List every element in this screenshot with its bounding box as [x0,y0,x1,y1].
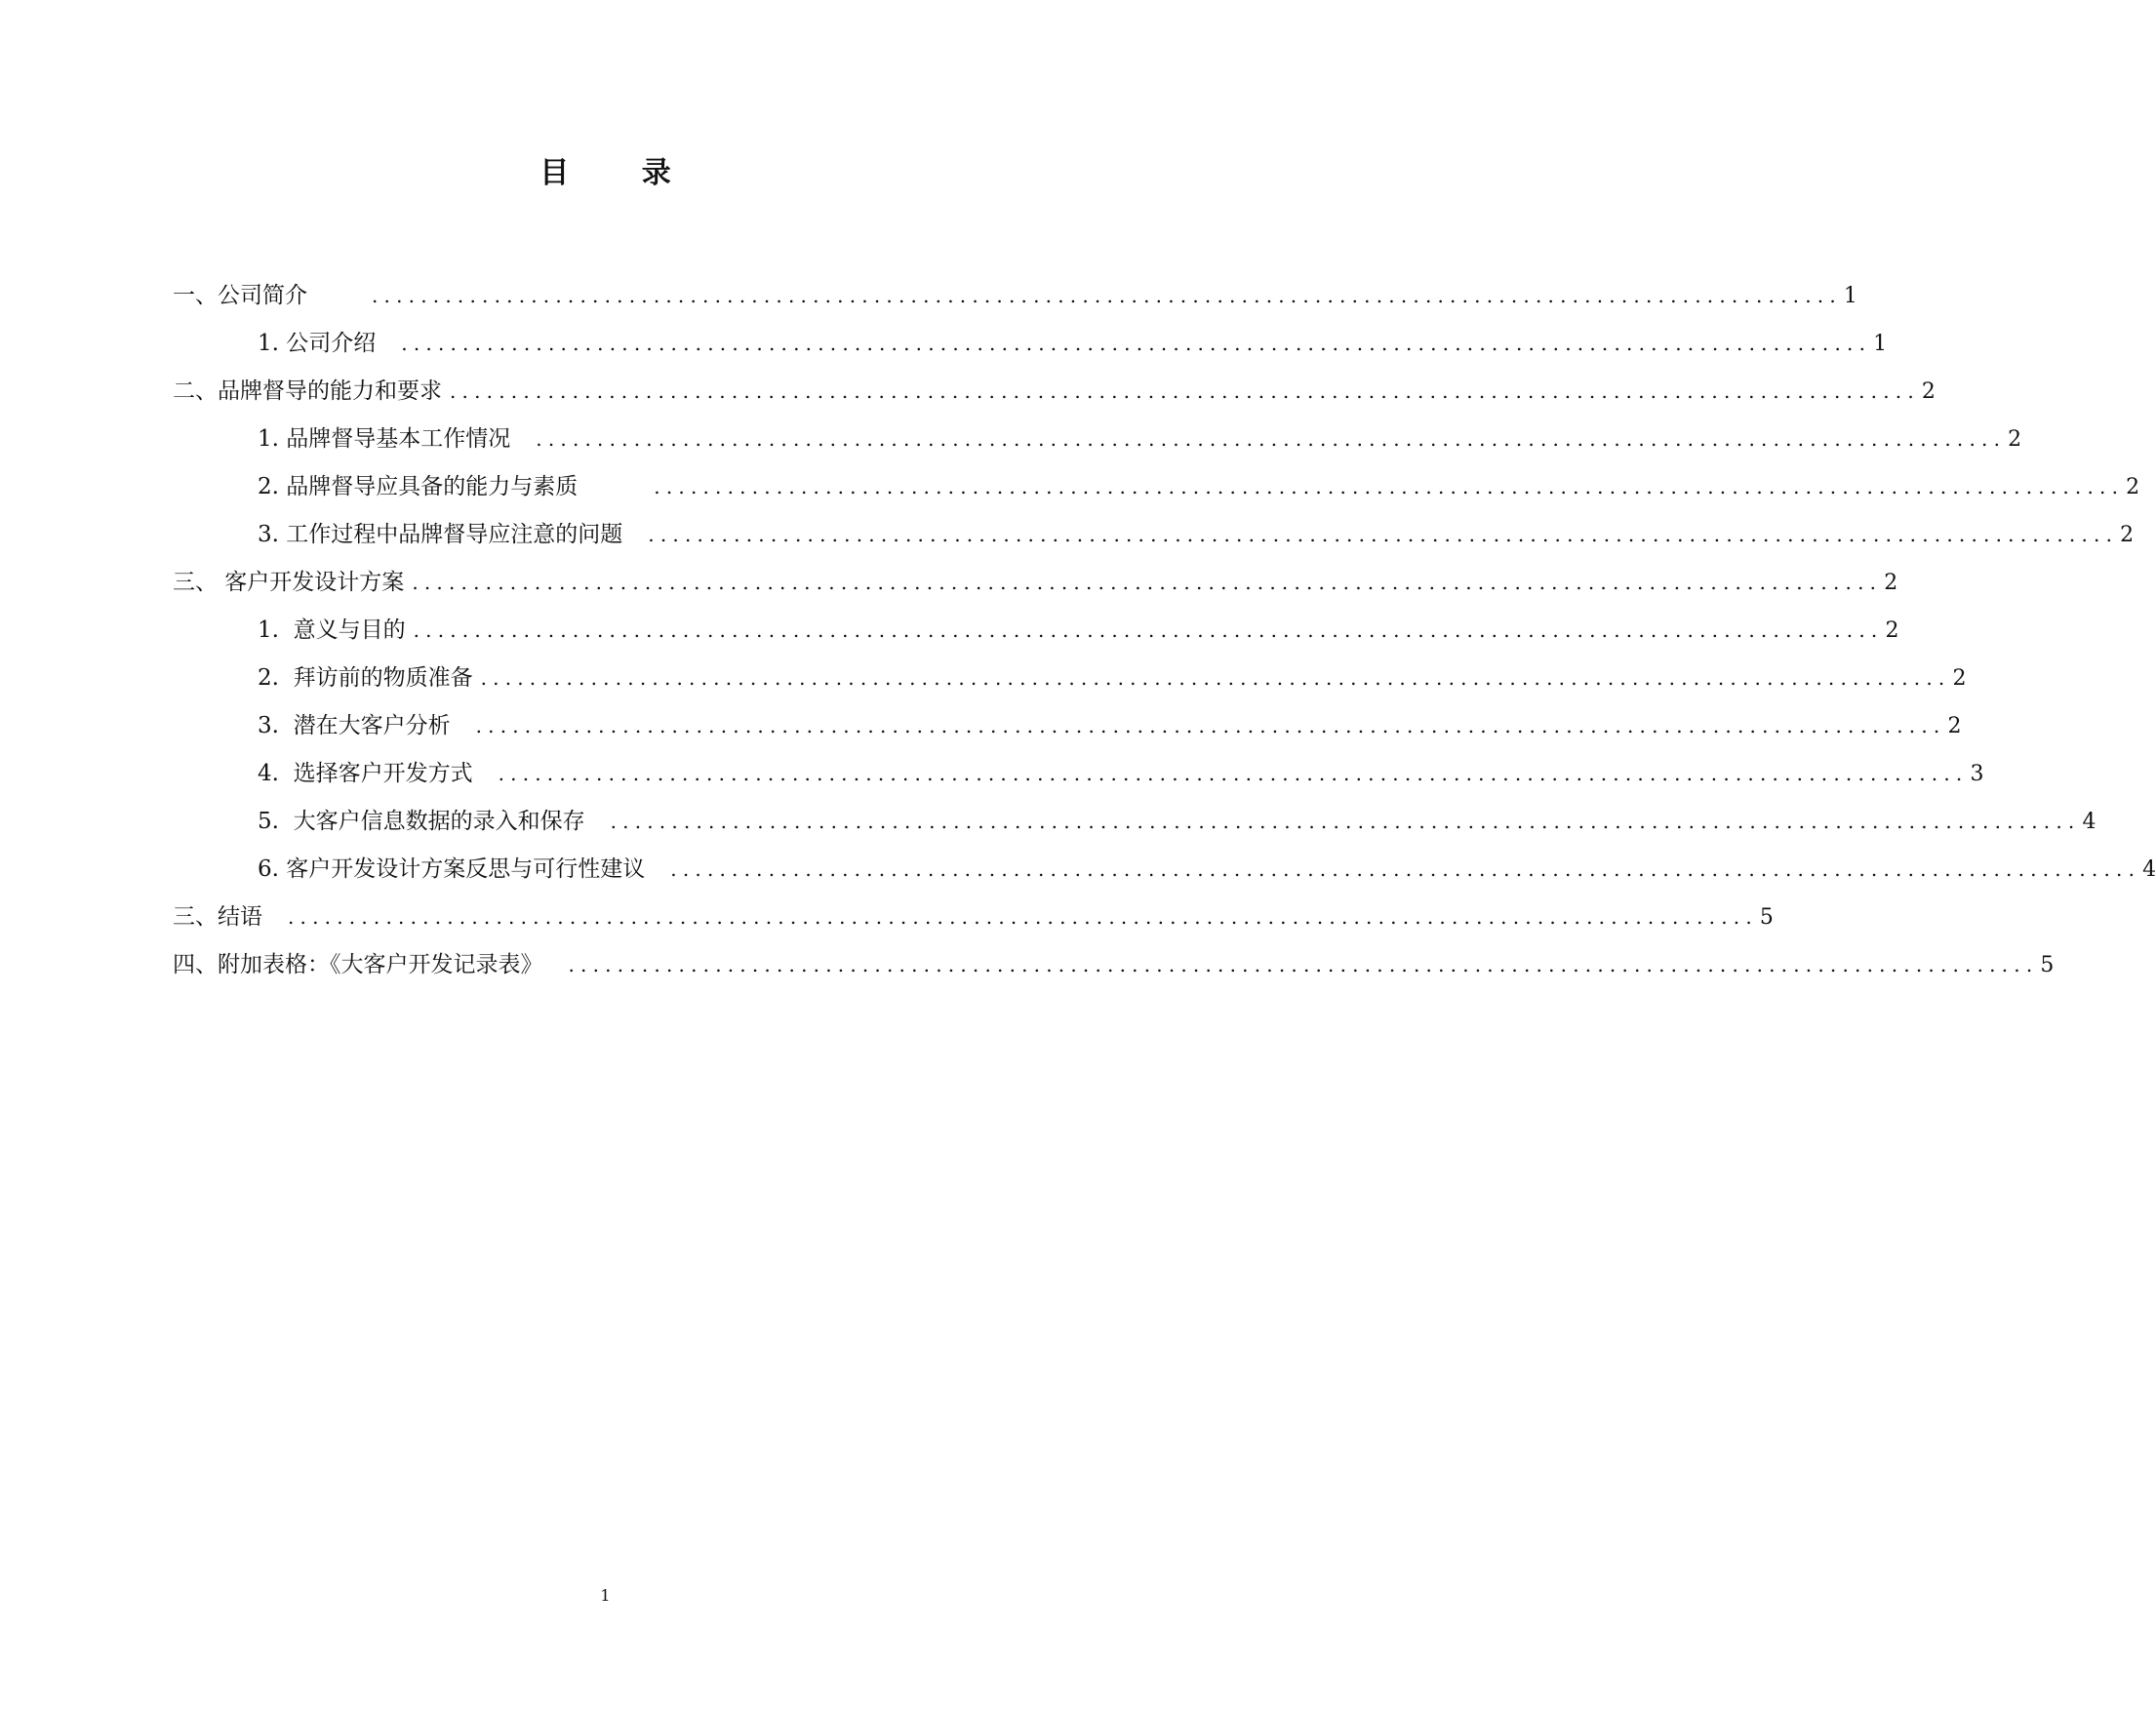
toc-entry-label: 二、品牌督导的能力和要求 [173,378,442,404]
toc-entry[interactable] [173,658,1967,706]
toc-dot-leader: ........................................................................................................................ [480,666,1951,690]
toc-entry[interactable] [173,754,1984,802]
toc-dot-leader: ........................................................................................................................ [648,523,2119,546]
toc-entry[interactable] [173,945,2055,993]
toc-dot-leader: ........................................................................................................................ [413,618,1884,642]
toc-dot-leader: ........................................................................................................................ [536,427,2007,451]
toc-page-number: 5 [1759,905,1774,930]
toc-entry[interactable] [173,515,2135,563]
toc-dot-leader: ........................................................................................................................ [412,571,1883,594]
toc-page-number: 2 [2008,427,2022,452]
toc-dot-leader: ........................................................................................................................ [498,762,1969,785]
toc-entry-label: 3. 潜在大客户分析 [258,713,451,738]
toc-page-number: 4 [2082,810,2096,834]
toc-entry-label: 2. 拜访前的物质准备 [258,665,473,691]
toc-dot-leader: ........................................................................................................................ [450,379,1920,403]
toc-dot-leader: ........................................................................................................................ [568,953,2039,976]
toc-page-number: 2 [1921,379,1936,404]
toc-dot-leader: ........................................................................................................................ [654,475,2125,498]
toc-entry-label: 一、公司简介 [173,283,307,308]
toc-title: 目 录 [539,156,702,190]
toc-entry-label: 三、结语 [173,904,262,930]
toc-entry[interactable] [173,467,2140,515]
toc-page-number: 2 [2126,475,2140,499]
toc-entry-label: 三、 客户开发设计方案 [173,570,405,595]
toc-entry-label: 1. 意义与目的 [258,617,406,643]
toc-dot-leader: ........................................................................................................................ [372,284,1842,307]
toc-page-number: 2 [1885,618,1899,643]
toc-page-number: 1 [1873,332,1888,356]
page-number: 1 [600,1586,611,1605]
toc-dot-leader: ........................................................................................................................ [401,332,1872,355]
toc-page-number: 3 [1970,762,1984,786]
toc-entry[interactable] [173,611,1899,658]
toc-entry[interactable] [173,802,2096,850]
toc-dot-leader: ........................................................................................................................ [670,857,2141,881]
toc-entry-label: 4. 选择客户开发方式 [258,761,473,786]
toc-page-number: 2 [1952,666,1967,691]
toc-entry[interactable] [173,276,1857,324]
toc-entry[interactable] [173,897,1774,945]
toc-dot-leader: ........................................................................................................................ [610,810,2081,833]
toc-entry-label: 四、附加表格：《大客户开发记录表》 [173,952,543,977]
toc-entry-label: 6. 客户开发设计方案反思与可行性建议 [258,856,646,882]
table-of-contents [173,276,2156,993]
toc-dot-leader: ........................................................................................................................ [475,714,1946,737]
toc-dot-leader: ........................................................................................................................ [288,905,1758,929]
toc-page-number: 5 [2040,953,2055,977]
toc-entry[interactable] [173,419,2022,467]
toc-page-number: 2 [1884,571,1898,595]
toc-entry-label: 5. 大客户信息数据的录入和保存 [258,809,585,834]
toc-entry-label: 3. 工作过程中品牌督导应注意的问题 [258,522,623,547]
toc-entry[interactable] [173,563,1898,611]
toc-entry[interactable] [173,706,1962,754]
toc-entry[interactable] [173,850,2156,897]
toc-entry-label: 1. 品牌督导基本工作情况 [258,426,511,452]
toc-entry[interactable] [173,372,1936,419]
toc-page-number: 2 [2120,523,2135,547]
toc-page-number: 2 [1947,714,1962,738]
toc-page-number: 4 [2142,857,2156,882]
toc-entry-label: 2. 品牌督导应具备的能力与素质 [258,474,579,499]
toc-entry[interactable] [173,324,1888,372]
toc-entry-label: 1. 公司介绍 [258,331,377,356]
toc-page-number: 1 [1843,284,1857,308]
